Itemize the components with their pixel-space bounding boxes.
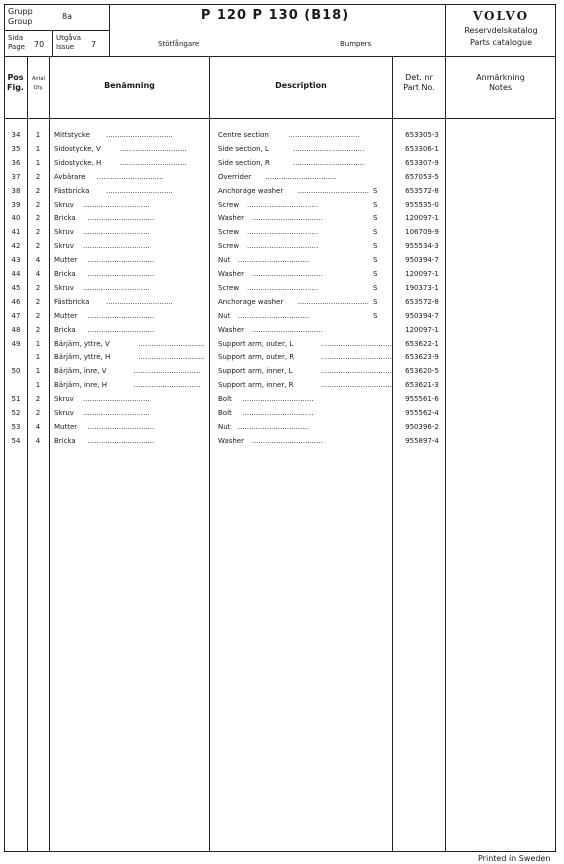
row-s-marker: S — [373, 270, 378, 278]
col-header-qty — [28, 75, 49, 93]
dot-leader: .............................. — [83, 242, 150, 251]
row-s-marker: S — [373, 186, 378, 195]
row-name-sv: Bärjärn, yttre, V — [54, 339, 110, 348]
volvo-logo: VOLVO — [472, 9, 530, 23]
col-header-notes — [446, 73, 555, 93]
row-description-en: Screw — [218, 283, 240, 292]
row-part-number: 120097-1 — [405, 214, 439, 223]
sida-label-en: Page — [8, 43, 25, 51]
row-description-en: Support arm, inner, L — [218, 367, 293, 376]
row-part-number: 653306-1 — [405, 144, 439, 153]
dot-leader: ................................ — [237, 422, 309, 431]
col-header-notes-sv: Anmärkning — [476, 73, 525, 82]
table-row — [0, 239, 564, 253]
row-pos: 49 — [11, 339, 21, 348]
row-name-sv: Bricka — [54, 436, 76, 445]
col-header-name-en: Description — [275, 81, 327, 90]
col-header-qty-en: Qty. — [33, 85, 44, 91]
row-s-marker: S — [373, 311, 378, 320]
row-description-en: Support arm, outer, R — [218, 353, 295, 362]
table-row — [0, 128, 564, 142]
row-pos: 51 — [11, 395, 21, 404]
col-header-qty-sv: Antal — [31, 76, 45, 82]
row-pos: 45 — [11, 283, 21, 292]
row-qty: 4 — [35, 422, 41, 431]
dot-leader: ................................ — [320, 353, 392, 362]
row-pos: 39 — [11, 200, 21, 209]
dot-leader: .............................. — [119, 144, 187, 153]
row-qty: 4 — [35, 256, 41, 265]
row-part-number: 955534-3 — [405, 242, 439, 251]
header-sida-divider — [52, 30, 53, 56]
row-name-sv: Skruv — [54, 228, 74, 237]
dot-leader: ................................ — [251, 436, 323, 445]
row-qty: 2 — [35, 325, 41, 334]
row-name-sv: Sidostycke, H — [54, 158, 102, 167]
row-name-sv: Avbärare — [54, 172, 86, 181]
row-part-number: 955562-4 — [405, 409, 439, 417]
sida-label — [8, 34, 25, 52]
utgava-label-en: Issue — [56, 43, 75, 51]
row-part-number: 950396-2 — [405, 422, 439, 431]
dot-leader: .............................. — [87, 422, 155, 431]
col-header-partno — [393, 73, 445, 93]
row-pos: 53 — [11, 422, 21, 431]
row-part-number: 653620-5 — [405, 367, 439, 376]
row-s-marker: S — [373, 200, 378, 209]
row-description-en: Screw — [218, 228, 240, 237]
row-name-sv: Skruv — [54, 409, 74, 417]
col-header-partno-en: Part No. — [403, 83, 435, 92]
row-qty: 1 — [35, 381, 41, 390]
dot-leader: .............................. — [83, 200, 150, 209]
row-pos: 37 — [11, 172, 21, 181]
row-name-sv: Bricka — [54, 270, 76, 278]
table-row — [0, 406, 564, 420]
dot-leader: ................................ — [251, 270, 323, 278]
row-pos: 48 — [11, 325, 21, 334]
row-qty: 1 — [35, 339, 41, 348]
row-name-sv: Skruv — [54, 200, 74, 209]
row-name-sv: Skruv — [54, 242, 74, 251]
row-pos: 35 — [11, 144, 21, 153]
row-qty: 2 — [35, 395, 41, 404]
dot-leader: ................................ — [247, 283, 319, 292]
row-qty: 2 — [35, 311, 41, 320]
row-s-marker: S — [373, 256, 378, 265]
row-part-number: 955535-0 — [405, 200, 439, 209]
dot-leader: .............................. — [119, 158, 187, 167]
row-description-en: Screw — [218, 242, 240, 251]
dot-leader: .............................. — [138, 353, 205, 362]
sida-label-sv: Sida — [8, 34, 24, 42]
table-row — [0, 350, 564, 364]
row-qty: 2 — [35, 200, 41, 209]
row-qty: 2 — [35, 186, 41, 195]
dot-leader: .............................. — [83, 395, 150, 404]
col-header-pos — [4, 73, 27, 93]
dot-leader: ................................ — [237, 311, 309, 320]
grupp-label-sv: Grupp — [8, 7, 33, 16]
section-title-sv: Stötfångare — [158, 40, 200, 48]
row-qty: 1 — [35, 353, 41, 362]
row-qty: 2 — [35, 172, 41, 181]
dot-leader: ................................ — [293, 144, 365, 153]
row-qty: 1 — [35, 144, 41, 153]
row-part-number: 955561-6 — [405, 395, 439, 404]
header-divider-left — [109, 4, 110, 56]
table-row — [0, 309, 564, 323]
row-name-sv: Mutter — [54, 256, 78, 265]
dot-leader: .............................. — [87, 256, 155, 265]
table-row — [0, 323, 564, 337]
table-row — [0, 198, 564, 212]
row-name-sv: Bärjärn, inre, V — [54, 367, 107, 376]
table-row — [0, 170, 564, 184]
row-description-en: Anchorage washer — [218, 297, 284, 306]
dot-leader: ................................ — [247, 228, 319, 237]
row-name-sv: Bärjärn, yttre, H — [54, 353, 111, 362]
row-pos: 44 — [11, 270, 21, 278]
row-description-en: Washer — [218, 214, 245, 223]
row-part-number: 950394-7 — [405, 311, 439, 320]
row-description-en: Support arm, inner, R — [218, 381, 294, 390]
table-row — [0, 225, 564, 239]
row-name-sv: Mittstycke — [54, 131, 90, 139]
row-description-en: Side section, L — [218, 144, 269, 153]
row-pos: 54 — [11, 436, 21, 445]
section-title-en: Bumpers — [340, 40, 372, 48]
header-mid-divider — [4, 30, 109, 31]
row-pos: 38 — [11, 186, 21, 195]
row-description-en: Bolt — [218, 409, 232, 417]
row-s-marker: S — [373, 242, 378, 251]
row-name-sv: Fästbricka — [54, 297, 90, 306]
grupp-label — [8, 7, 33, 27]
row-part-number: 653307-9 — [405, 158, 439, 167]
table-row — [0, 156, 564, 170]
dot-leader: ................................ — [251, 325, 323, 334]
row-s-marker: S — [373, 283, 378, 292]
row-name-sv: Fästbricka — [54, 186, 90, 195]
dot-leader: .............................. — [87, 325, 155, 334]
dot-leader: .............................. — [83, 228, 150, 237]
col-header-pos-sv: Pos — [7, 73, 24, 82]
frame-bottom-border — [4, 851, 556, 852]
dot-leader: .............................. — [133, 381, 201, 390]
dot-leader: ................................ — [288, 131, 360, 139]
dot-leader: .............................. — [96, 172, 164, 181]
table-row — [0, 281, 564, 295]
row-part-number: 653305-3 — [405, 131, 439, 139]
row-description-en: Nut — [218, 256, 231, 265]
table-row — [0, 211, 564, 225]
row-pos: 46 — [11, 297, 21, 306]
grupp-label-en: Group — [8, 17, 33, 26]
row-pos: 42 — [11, 242, 21, 251]
row-description-en: Nut — [218, 311, 231, 320]
row-qty: 2 — [35, 242, 41, 251]
dot-leader: .............................. — [83, 409, 150, 417]
row-part-number: 955897-4 — [405, 436, 439, 445]
row-name-sv: Bricka — [54, 214, 76, 223]
dot-leader: ................................ — [247, 242, 319, 251]
dot-leader: ................................ — [265, 172, 337, 181]
header-divider-right — [445, 4, 446, 56]
row-name-sv: Skruv — [54, 283, 74, 292]
table-row — [0, 184, 564, 198]
dot-leader: .............................. — [138, 339, 205, 348]
dot-leader: ................................ — [293, 158, 365, 167]
col-header-notes-en: Notes — [488, 83, 513, 92]
utgava-value: 7 — [91, 40, 97, 49]
dot-leader: ................................ — [237, 256, 309, 265]
table-row — [0, 253, 564, 267]
row-s-marker: S — [373, 228, 378, 237]
row-part-number: 653621-3 — [405, 381, 439, 390]
dot-leader: ................................ — [320, 381, 392, 390]
dot-leader: ................................ — [242, 395, 314, 404]
row-qty: 2 — [35, 297, 41, 306]
utgava-label-sv: Utgåva — [56, 34, 82, 42]
row-name-sv: Sidostycke, V — [54, 144, 101, 153]
header-bottom-border — [4, 56, 556, 57]
row-part-number: 950394-7 — [405, 256, 439, 265]
catalog-title-en: Parts catalogue — [469, 38, 533, 47]
dot-leader: .............................. — [87, 214, 155, 223]
row-qty: 1 — [35, 131, 41, 139]
dot-leader: ................................ — [320, 339, 392, 348]
dot-leader: .............................. — [87, 311, 155, 320]
row-pos: 41 — [11, 228, 21, 237]
row-qty: 1 — [35, 158, 41, 167]
row-description-en: Washer — [218, 325, 245, 334]
dot-leader: .............................. — [106, 297, 173, 306]
row-part-number: 653623-9 — [405, 353, 439, 362]
row-qty: 2 — [35, 214, 41, 223]
grupp-value: 8a — [62, 12, 72, 21]
dot-leader: .............................. — [83, 283, 150, 292]
row-description-en: Screw — [218, 200, 240, 209]
dot-leader: ................................ — [242, 409, 314, 417]
row-pos: 43 — [11, 256, 21, 265]
row-qty: 2 — [35, 409, 41, 417]
row-qty: 1 — [35, 367, 41, 376]
row-description-en: Bolt — [218, 395, 232, 404]
col-header-name-sv: Benämning — [104, 81, 155, 90]
row-description-en: Nut — [218, 422, 231, 431]
row-part-number: 120097-1 — [405, 270, 439, 278]
utgava-label — [56, 34, 81, 52]
row-part-number: 653572-8 — [405, 297, 439, 306]
dot-leader: ................................ — [320, 367, 392, 376]
row-name-sv: Bärjärn, inre, H — [54, 381, 107, 390]
row-part-number: 106709-9 — [405, 228, 439, 237]
row-description-en: Anchorage washer — [218, 186, 284, 195]
model-title: P 120 P 130 (B18) — [200, 8, 350, 23]
row-part-number: 120097-1 — [405, 325, 439, 334]
row-pos: 47 — [11, 311, 21, 320]
row-pos: 52 — [11, 409, 21, 417]
table-row — [0, 267, 564, 281]
row-qty: 4 — [35, 270, 41, 278]
table-row — [0, 378, 564, 392]
table-row — [0, 337, 564, 351]
column-header-bottom — [4, 118, 556, 119]
row-name-sv: Mutter — [54, 422, 78, 431]
row-name-sv: Skruv — [54, 395, 74, 404]
row-name-sv: Bricka — [54, 325, 76, 334]
table-row — [0, 392, 564, 406]
dot-leader: ................................ — [297, 297, 369, 306]
row-part-number: 190373-1 — [405, 283, 439, 292]
row-description-en: Side section, R — [218, 158, 270, 167]
row-pos: 40 — [11, 214, 21, 223]
row-pos: 50 — [11, 367, 21, 376]
col-header-partno-sv: Det. nr — [405, 73, 433, 82]
dot-leader: .............................. — [106, 186, 173, 195]
dot-leader: .............................. — [133, 367, 201, 376]
row-name-sv: Mutter — [54, 311, 78, 320]
row-qty: 2 — [35, 228, 41, 237]
row-part-number: 653572-8 — [405, 186, 439, 195]
row-pos: 34 — [11, 131, 21, 139]
dot-leader: ................................ — [251, 214, 323, 223]
row-part-number: 657053-5 — [405, 172, 439, 181]
row-description-en: Overrider — [218, 172, 252, 181]
frame-top-border — [4, 4, 556, 5]
col-header-pos-en: Fig. — [7, 83, 24, 92]
dot-leader: ................................ — [297, 186, 369, 195]
sida-value: 70 — [34, 40, 45, 49]
row-description-en: Support arm, outer, L — [218, 339, 294, 348]
row-qty: 2 — [35, 283, 41, 292]
row-s-marker: S — [373, 297, 378, 306]
row-part-number: 653622-1 — [405, 339, 439, 348]
row-qty: 4 — [35, 436, 41, 445]
dot-leader: .............................. — [87, 436, 155, 445]
dot-leader: .............................. — [106, 131, 173, 139]
table-row — [0, 364, 564, 378]
printed-in-sweden: Printed in Sweden — [478, 854, 551, 863]
row-description-en: Washer — [218, 270, 245, 278]
table-row — [0, 434, 564, 448]
table-row — [0, 420, 564, 434]
table-row — [0, 295, 564, 309]
table-row — [0, 142, 564, 156]
dot-leader: ................................ — [247, 200, 319, 209]
dot-leader: .............................. — [87, 270, 155, 278]
row-description-en: Centre section — [218, 131, 269, 139]
row-description-en: Washer — [218, 436, 245, 445]
catalog-title-sv: Reservdelskatalog — [464, 26, 538, 35]
row-s-marker: S — [373, 214, 378, 223]
row-pos: 36 — [11, 158, 21, 167]
